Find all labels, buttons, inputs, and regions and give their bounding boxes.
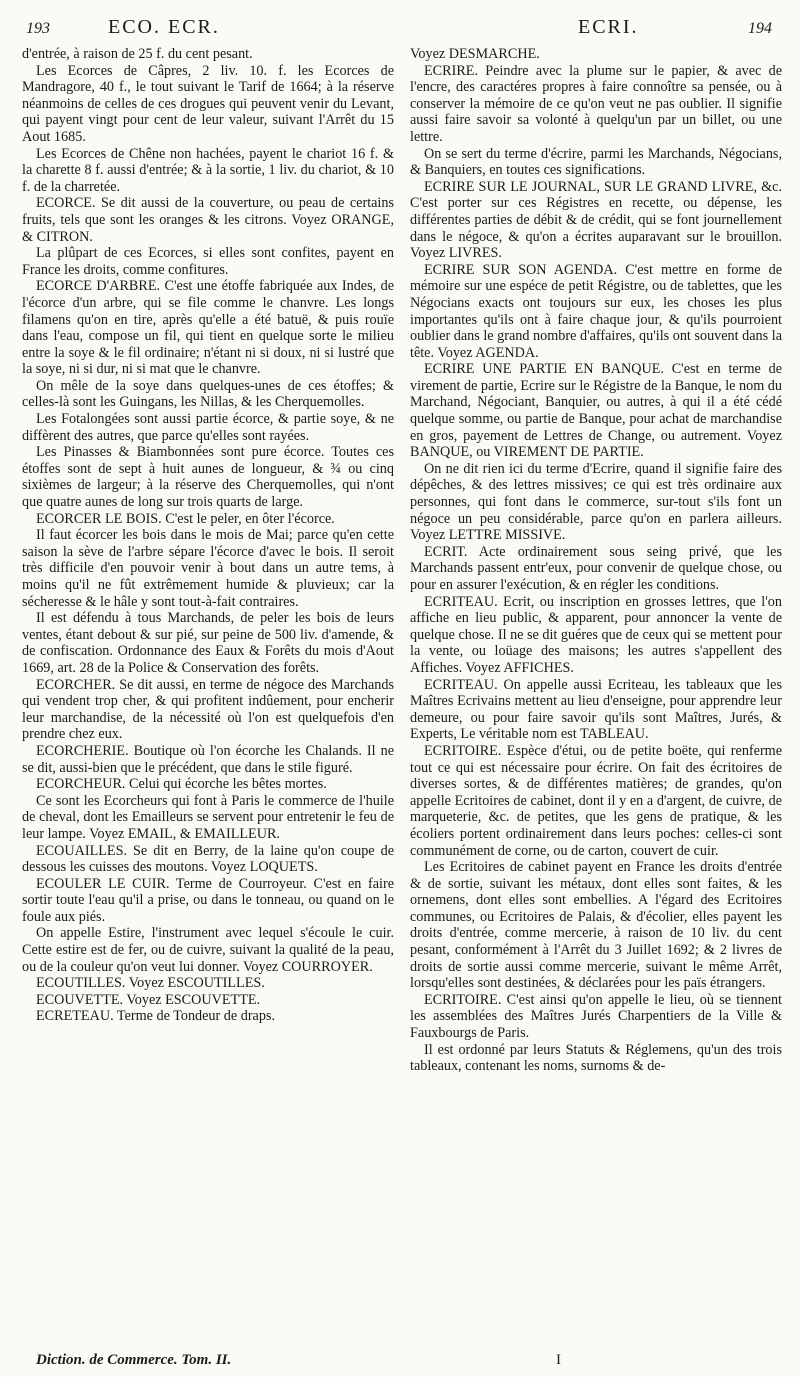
entry-ecrire-sur-son-agenda: ECRIRE SUR SON AGENDA. C'est mettre en forme de mémoire sur une espéce de petit Régistre, ou de tablettes, que les Négocians exacts ont toujours sur eux, les choses les plus importantes qu'ils ont à faire chaque jour, & qu'ils pourroient oublier dans le grand nombre d'affaires, qu'ils ont souvent dans la tête. Voyez AGENDA.	[410, 261, 782, 361]
running-head-right: ECRI.	[578, 16, 639, 38]
running-head-left: ECO. ECR.	[108, 16, 220, 38]
entry-ecouailles: ECOUAILLES. Se dit en Berry, de la laine qu'on coupe de dessous les cuisses des moutons. Voyez LOQUETS.	[22, 842, 394, 876]
entry-ecoutilles: ECOUTILLES. Voyez ESCOUTILLES.	[36, 975, 265, 992]
entry-ecorce-d-arbre: ECORCE D'ARBRE. C'est une étoffe fabriquée aux Indes, de l'écorce d'un arbre, qui se file comme le chanvre. Les longs filamens qu'on en tire, après qu'elle a été batuë, & puis rouïe dans l'eau, compose un fil, qui tient en quelque sorte le milieu entre la soye & le fil ordinaire; n'étant ni si doux, ni si lustré que la soye, ni si dur, ni si mat que le chanvre.	[22, 278, 394, 378]
right-column	[410, 46, 782, 1075]
entry-ecouvette: ECOUVETTE. Voyez ESCOUVETTE.	[36, 991, 261, 1008]
running-header	[18, 14, 782, 44]
paragraph: On ne dit rien ici du terme d'Ecrire, quand il signifie faire des dépêches, & des lettres missives; ce qui est très ordinaire aux personnes, qui font dans le commerce, sur-tout s'ils font un négoce un peu considérable, parce qu'on en parlera ailleurs. Voyez LETTRE MISSIVE.	[410, 460, 782, 544]
entry-ecrire-une-partie-en-banque: ECRIRE UNE PARTIE EN BANQUE. C'est en terme de virement de partie, Ecrire sur le Régistre de la Banque, le nom du Marchand, Négociant, Banquier, ou autres, à qui il a été cédé quelque somme, ou partie de Banque, pour achat de marchandise en gros, payement de Lettres de Change, ou autrement. Voyez BANQUE, ou VIREMENT DE PARTIE.	[410, 361, 782, 461]
paragraph: Il faut écorcer les bois dans le mois de Mai; parce qu'en cette saison la sève de l'arbre sépare l'écorce d'avec le bois. Il seroit très difficile d'en pouvoir venir à bout dans un autre tems, à moins qu'il ne fût extrêmement humide & pluvieux; car la sécheresse & le hâle y sont tout-à-fait contraires.	[22, 527, 394, 610]
paragraph: Les Ecorces de Chêne non hachées, payent le chariot 16 f. & la charette 8 f. aussi d'entrée; & à la sortie, 1 liv. du chariot, & 10 f. de la charretée.	[22, 145, 394, 195]
entry-ecriteau: ECRITEAU. Ecrit, ou inscription en grosses lettres, que l'on affiche en lieu public, & apparent, pour annoncer la vente de quelque chose. Il ne se dit guéres que de ceux qui se mettent pour la vente, ou loüage des maisons; les autres s'appellent des Affiches. Voyez AFFICHES.	[410, 593, 782, 676]
signature-mark: Diction. de Commerce. Tom. II.	[36, 1352, 232, 1368]
entry-ecorcer-le-bois: ECORCER LE BOIS. C'est le peler, en ôter l'écorce.	[36, 510, 335, 527]
paragraph: Il est ordonné par leurs Statuts & Réglemens, qu'un des trois tableaux, contenant les noms, surnoms & de-	[410, 1041, 782, 1075]
entry-ecouler-le-cuir: ECOULER LE CUIR. Terme de Courroyeur. C'est en faire sortir toute l'eau qu'il a prise, ou dans le tonneau, ou quand on le foule aux piés.	[22, 875, 394, 925]
paragraph: Ce sont les Ecorcheurs qui font à Paris le commerce de l'huile de cheval, dont les Emailleurs se servent pour entretenir le feu de leur lampe. Voyez EMAIL, & EMAILLEUR.	[22, 792, 394, 842]
paragraph: Les Pinasses & Biambonnées sont pure écorce. Toutes ces étoffes sont de sept à huit aunes de longueur, & ¾ ou cinq sixièmes de largeur; à la réserve des Cherquemolles, qui n'ont que quatre aunes de long sur trois quarts de large.	[22, 444, 394, 511]
entry-ecorcherie: ECORCHERIE. Boutique où l'on écorche les Chalands. Il ne se dit, aussi-bien que le précédent, que dans le stile figuré.	[22, 742, 394, 776]
entry-ecrit: ECRIT. Acte ordinairement sous seing privé, que les Marchands passent entr'eux, pour convenir de quelque chose, ou pour en assurer l'exécution, & en régler les conditions.	[410, 543, 782, 593]
paragraph: On mêle de la soye dans quelques-unes de ces étoffes; & celles-là sont les Guingans, les Nillas, & les Cherquemolles.	[22, 377, 394, 411]
page-number-right: 194	[748, 20, 772, 37]
entry-ecrire-sur-le-journal: ECRIRE SUR LE JOURNAL, SUR LE GRAND LIVRE, &c. C'est porter sur ces Régistres en recette, ou dépense, les différentes parties de débit & de crédit, qui se font journellement dans le négoce, & qu'on a écrites auparavant sur le brouillon. Voyez LIVRES.	[410, 178, 782, 262]
entry-ecritoire: ECRITOIRE. Espèce d'étui, ou de petite boëte, qui renferme tout ce qui est nécessaire pour écrire. On fait des écritoires de diverses sortes, & de différentes matières; de grandes, qu'on appelle Ecritoires de cabinet, dont il y en a d'argent, de cuivre, de marqueterie, &c. de petites, que les gens de pratique, & les écoliers portent ordinairement dans leurs poches: celles-ci sont communément de corne, ou de carton, couvert de cuir.	[410, 742, 782, 859]
paragraph: On se sert du terme d'écrire, parmi les Marchands, Négocians, & Banquiers, en toutes ces significations.	[410, 145, 782, 179]
signature-letter: I	[556, 1352, 561, 1368]
entry-ecreteau: ECRETEAU. Terme de Tondeur de draps.	[36, 1008, 276, 1025]
paragraph: Les Ecritoires de cabinet payent en France les droits d'entrée & de sortie, suivant les métaux, dont elles sont faites, & les ornemens, dont elles sont embellies. A l'égard des Ecritoires communes, ou Ecritoires de Palais, & d'écolier, elles payent les droits d'entrée, comme mercerie, à raison de 10 liv. du cent pesant, conformément à l'Arrêt du 3 Juillet 1692; & 2 livres de droits de sortie aussi comme mercerie, suivant le même Arrêt, lorsqu'elles sont destinées, & déclarées pour les païs étrangers.	[410, 859, 782, 992]
page-footer	[36, 1352, 776, 1372]
paragraph: On appelle Estire, l'instrument avec lequel s'écoule le cuir. Cette estire est de fer, ou de cuivre, suivant la qualité de la peau, ou de la couleur qu'on veut lui donner. Voyez COURROYER.	[22, 925, 394, 975]
paragraph: Voyez DESMARCHE.	[410, 46, 540, 62]
paragraph: Les Fotalongées sont aussi partie écorce, & partie soye, & ne diffèrent des autres, que parce qu'elles sont rayées.	[22, 411, 394, 444]
paragraph: Il est défendu à tous Marchands, de peler les bois de leurs ventes, étant debout & sur pié, sur peine de 500 liv. d'amende, & de confiscation. Ordonnance des Eaux & Forêts du mois d'Aout 1669, art. 28 de la Police & Conservation des forêts.	[22, 610, 394, 676]
entry-ecorcher: ECORCHER. Se dit aussi, en terme de négoce des Marchands qui vendent trop cher, & qui profitent indûement, pour encherir leur marchandise, de la nécessité où l'on est quelquefois d'en prendre chez eux.	[22, 676, 394, 743]
paragraph: d'entrée, à raison de 25 f. du cent pesant.	[22, 46, 253, 62]
entry-ecorcheur: ECORCHEUR. Celui qui écorche les bêtes mortes.	[36, 776, 327, 793]
entry-ecritoire-2: ECRITOIRE. C'est ainsi qu'on appelle le lieu, où se tiennent les assemblées des Maîtres Jurés Charpentiers de la Ville & Fauxbourgs de Paris.	[410, 991, 782, 1042]
entry-ecriteau-2: ECRITEAU. On appelle aussi Ecriteau, les tableaux que les Maîtres Ecrivains mettent au lieu d'enseigne, pour apprendre leur demeure, ou pour faire savoir qu'ils sont Maîtres, Jurés, & Experts, Le véritable nom est TABLEAU.	[410, 676, 782, 743]
entry-ecorce: ECORCE. Se dit aussi de la couverture, ou peau de certains fruits, tels que sont les oranges & les citrons. Voyez ORANGE, & CITRON.	[22, 195, 394, 245]
paragraph: La plûpart de ces Ecorces, si elles sont confites, payent en France les droits, comme confitures.	[22, 245, 394, 278]
paragraph: Les Ecorces de Câpres, 2 liv. 10. f. les Ecorces de Mandragore, 40 f., le tout suivant le Tarif de 1664; à la réserve néanmoins de celles de ces drogues qui peuvent venir du Levant, qui payent vingt pour cent de leur valeur, suivant l'Arrêt du 15 Aout 1685.	[22, 62, 394, 145]
left-column	[22, 46, 394, 1025]
entry-ecrire: ECRIRE. Peindre avec la plume sur le papier, & avec de l'encre, des caractéres propres à faire connoître sa pensée, ou à conserver la mémoire de ce qu'on veut ne pas oublier. Il signifie aussi faire savoir sa volonté à quelqu'un par un billet, ou une lettre.	[410, 62, 782, 145]
page-number-left: 193	[26, 20, 50, 37]
